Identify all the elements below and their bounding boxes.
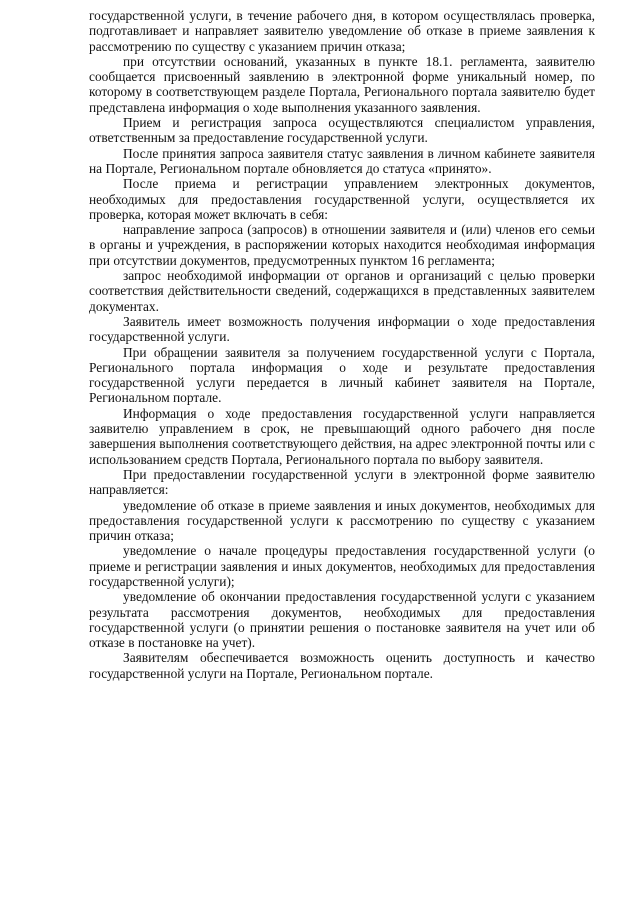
paragraph: Заявитель имеет возможность получения информации о ходе предоставления государственной услуги. xyxy=(89,313,595,345)
paragraph: После приема и регистрации управлением электронных документов, необходимых для предоставления государственной услуги, осуществляется их проверка, которая может включать в себя: xyxy=(89,176,595,222)
paragraph: При предоставлении государственной услуги в электронной форме заявителю направляется: xyxy=(89,466,595,498)
paragraph: При обращении заявителя за получением государственной услуги с Портала, Регионального портала информация о ходе и результате предоставления государственной услуги передается в личный кабинет заявителя на Портале, Региональном портале. xyxy=(89,344,595,406)
paragraph: уведомление об отказе в приеме заявления и иных документов, необходимых для предоставления государственной услуги к рассмотрению по существу с указанием причин отказа; xyxy=(89,497,595,544)
document-page xyxy=(89,8,595,681)
paragraph: при отсутствии оснований, указанных в пункте 18.1. регламента, заявителю сообщается присвоенный заявлению в электронной форме уникальный номер, по которому в соответствующем разделе Портала, Регионального портала заявителю будет представлена информация о ходе выполнения указанного заявления. xyxy=(89,53,595,115)
paragraph: направление запроса (запросов) в отношении заявителя и (или) членов его семьи в органы и учреждения, в распоряжении которых находится необходимая информация при отсутствии документов, предусмотренных пунктом 16 регламента; xyxy=(89,222,595,268)
paragraph: уведомление об окончании предоставления государственной услуги с указанием результата рассмотрения документов, необходимых для предоставления государственной услуги (о принятии решения о постановке заявителя на учет или об отказе в постановке на учет). xyxy=(89,589,595,651)
paragraph-continuation: государственной услуги, в течение рабочего дня, в котором осуществлялась проверка, подготавливает и направляет заявителю уведомление об отказе в приеме заявления к рассмотрению по существу с указанием причин отказа; xyxy=(89,8,595,54)
paragraph: уведомление о начале процедуры предоставления государственной услуги (о приеме и регистрации заявления и иных документов, необходимых для предоставления государственной услуги); xyxy=(89,543,595,589)
paragraph: Информация о ходе предоставления государственной услуги направляется заявителю управлением в срок, не превышающий одного рабочего дня после завершения выполнения соответствующего действия, на адрес электронной почты или с использованием средств Портала, Регионального портала по выбору заявителя. xyxy=(89,405,595,467)
paragraph: запрос необходимой информации от органов и организаций с целью проверки соответствия действительности сведений, содержащихся в представленных заявителем документах. xyxy=(89,268,595,314)
paragraph: После принятия запроса заявителя статус заявления в личном кабинете заявителя на Портале, Региональном портале обновляется до статуса «принято». xyxy=(89,145,595,176)
paragraph: Прием и регистрация запроса осуществляются специалистом управления, ответственным за предоставление государственной услуги. xyxy=(89,115,595,146)
paragraph: Заявителям обеспечивается возможность оценить доступность и качество государственной услуги на Портале, Региональном портале. xyxy=(89,650,595,681)
